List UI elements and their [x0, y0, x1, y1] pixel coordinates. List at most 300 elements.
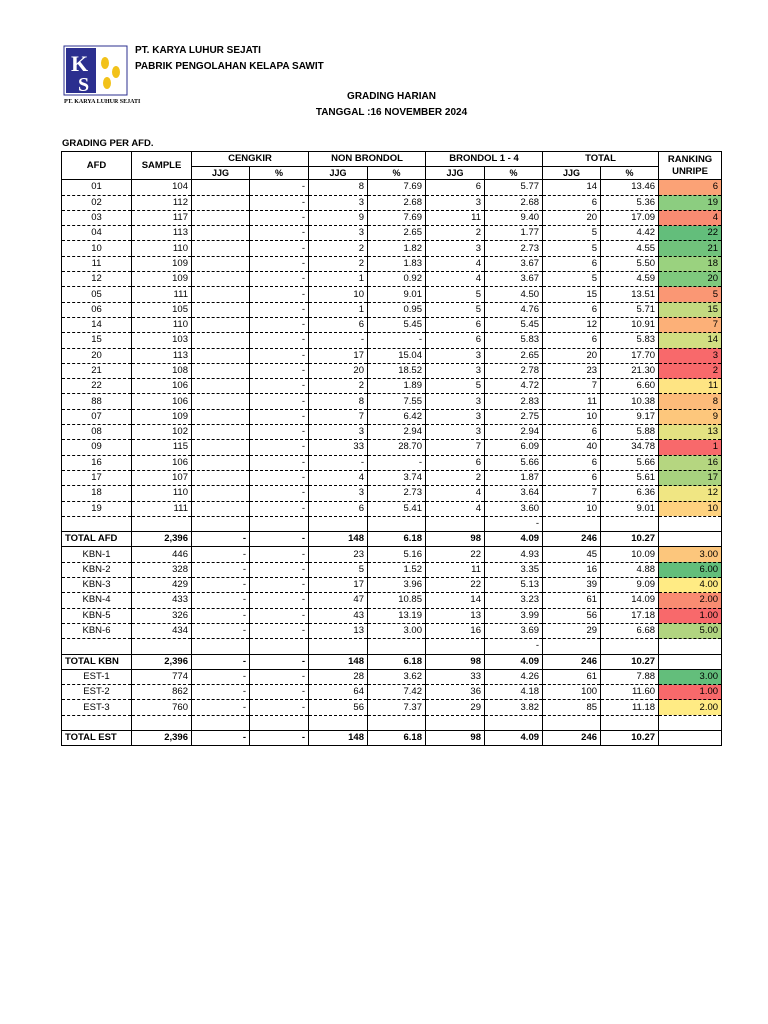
cell-brondol-jjg: 16 [426, 623, 485, 638]
cell-ranking: 4.00 [659, 578, 722, 593]
cell-total-jjg: 6 [543, 195, 601, 210]
cell-cengkir-jjg [192, 379, 250, 394]
cell-ranking: 5.00 [659, 623, 722, 638]
cell-ranking: 12 [659, 486, 722, 501]
cell-afd: KBN-5 [62, 608, 132, 623]
cell-ranking: 11 [659, 379, 722, 394]
cell-afd: 22 [62, 379, 132, 394]
cell-nonbrondol-pct [368, 516, 426, 531]
cell-nonbrondol-jjg: 1 [309, 272, 368, 287]
cell-nonbrondol-jjg: 17 [309, 348, 368, 363]
cell-total-jjg [543, 516, 601, 531]
cell-nonbrondol-jjg: 13 [309, 623, 368, 638]
cell-total-pct: 34.78 [601, 440, 659, 455]
spacer-row [62, 715, 722, 730]
cell-sample [132, 516, 192, 531]
cell-cengkir-pct: - [250, 623, 309, 638]
cell-brondol-pct: 9.40 [485, 210, 543, 225]
cell-total-jjg: 7 [543, 379, 601, 394]
cell-sample [132, 639, 192, 654]
cell-nonbrondol-jjg: 1 [309, 302, 368, 317]
cell-brondol-jjg [426, 715, 485, 730]
cell-total-pct: 10.09 [601, 547, 659, 562]
cell-ranking: 1 [659, 440, 722, 455]
cell-brondol-pct: 3.67 [485, 256, 543, 271]
cell-total-pct: 10.27 [601, 730, 659, 745]
cell-nonbrondol-jjg: 2 [309, 256, 368, 271]
cell-brondol-pct: 5.13 [485, 578, 543, 593]
cell-ranking: 8 [659, 394, 722, 409]
cell-brondol-jjg: 5 [426, 287, 485, 302]
cell-cengkir-jjg [192, 210, 250, 225]
cell-afd [62, 516, 132, 531]
kbn-row [62, 593, 722, 608]
cell-total-pct: 5.83 [601, 333, 659, 348]
cell-cengkir-jjg [192, 226, 250, 241]
cell-ranking: 6 [659, 180, 722, 195]
cell-afd: EST-1 [62, 669, 132, 684]
cell-brondol-pct: - [485, 516, 543, 531]
cell-nonbrondol-pct: 5.41 [368, 501, 426, 516]
cell-nonbrondol-jjg: 23 [309, 547, 368, 562]
cell-ranking: 13 [659, 425, 722, 440]
cell-nonbrondol-pct: 3.96 [368, 578, 426, 593]
cell-brondol-jjg: 11 [426, 562, 485, 577]
cell-total-jjg: 246 [543, 654, 601, 669]
cell-brondol-pct: 5.66 [485, 455, 543, 470]
cell-nonbrondol-pct: 1.83 [368, 256, 426, 271]
cell-cengkir-pct: - [250, 241, 309, 256]
cell-cengkir-pct: - [250, 425, 309, 440]
cell-cengkir-pct: - [250, 562, 309, 577]
cell-total-pct: 11.60 [601, 685, 659, 700]
cell-cengkir-jjg: - [192, 700, 250, 715]
cell-brondol-pct: 2.83 [485, 394, 543, 409]
cell-cengkir-jjg: - [192, 547, 250, 562]
afd-row [62, 195, 722, 210]
cell-brondol-pct: 5.83 [485, 333, 543, 348]
cell-nonbrondol-pct: 0.95 [368, 302, 426, 317]
cell-brondol-pct: 3.67 [485, 272, 543, 287]
afd-row [62, 348, 722, 363]
cell-sample: 113 [132, 348, 192, 363]
cell-cengkir-jjg [192, 241, 250, 256]
cell-nonbrondol-pct: 2.73 [368, 486, 426, 501]
cell-cengkir-pct [250, 639, 309, 654]
cell-nonbrondol-jjg: 28 [309, 669, 368, 684]
cell-nonbrondol-pct: 9.01 [368, 287, 426, 302]
cell-cengkir-pct: - [250, 333, 309, 348]
cell-brondol-pct: 3.99 [485, 608, 543, 623]
cell-nonbrondol-jjg: 7 [309, 409, 368, 424]
cell-cengkir-jjg: - [192, 730, 250, 745]
cell-afd: KBN-4 [62, 593, 132, 608]
cell-nonbrondol-pct: 1.52 [368, 562, 426, 577]
cell-sample: 774 [132, 669, 192, 684]
cell-sample: 429 [132, 578, 192, 593]
cell-brondol-pct: 4.09 [485, 730, 543, 745]
cell-afd: 10 [62, 241, 132, 256]
afd-row [62, 394, 722, 409]
cell-nonbrondol-jjg [309, 639, 368, 654]
cell-brondol-jjg: 29 [426, 700, 485, 715]
cell-cengkir-jjg [192, 486, 250, 501]
cell-afd: 02 [62, 195, 132, 210]
cell-cengkir-pct: - [250, 532, 309, 547]
cell-total-pct [601, 715, 659, 730]
cell-cengkir-jjg [192, 348, 250, 363]
cell-cengkir-pct: - [250, 256, 309, 271]
cell-cengkir-pct: - [250, 379, 309, 394]
cell-sample: 104 [132, 180, 192, 195]
cell-brondol-jjg: 13 [426, 608, 485, 623]
division-name: PABRIK PENGOLAHAN KELAPA SAWIT [135, 61, 324, 72]
cell-ranking [659, 532, 722, 547]
cell-brondol-jjg: 4 [426, 501, 485, 516]
cell-total-pct: 13.51 [601, 287, 659, 302]
cell-total-jjg: 246 [543, 532, 601, 547]
afd-row [62, 333, 722, 348]
cell-ranking: 1.00 [659, 685, 722, 700]
cell-brondol-pct: 3.23 [485, 593, 543, 608]
afd-row [62, 302, 722, 317]
cell-afd: TOTAL EST [62, 730, 132, 745]
cell-nonbrondol-pct: 6.18 [368, 730, 426, 745]
cell-total-pct: 17.09 [601, 210, 659, 225]
cell-nonbrondol-pct: 2.94 [368, 425, 426, 440]
cell-afd: 14 [62, 317, 132, 332]
cell-nonbrondol-pct: 6.42 [368, 409, 426, 424]
cell-afd: KBN-2 [62, 562, 132, 577]
col-non-brondol: NON BRONDOL [309, 152, 426, 167]
cell-afd: 11 [62, 256, 132, 271]
cell-ranking: 17 [659, 470, 722, 485]
cell-total-jjg: 23 [543, 363, 601, 378]
cell-sample: 433 [132, 593, 192, 608]
cell-nonbrondol-jjg: 2 [309, 241, 368, 256]
cell-total-pct: 4.88 [601, 562, 659, 577]
cell-sample: 109 [132, 256, 192, 271]
cell-brondol-pct: 3.69 [485, 623, 543, 638]
cell-cengkir-pct: - [250, 317, 309, 332]
cell-ranking: 3 [659, 348, 722, 363]
cell-sample: 434 [132, 623, 192, 638]
cell-cengkir-pct: - [250, 700, 309, 715]
cell-sample: 113 [132, 226, 192, 241]
afd-row [62, 379, 722, 394]
cell-cengkir-pct: - [250, 470, 309, 485]
cell-total-pct: 7.88 [601, 669, 659, 684]
cell-cengkir-jjg [192, 394, 250, 409]
cell-afd: 18 [62, 486, 132, 501]
kbn-row [62, 578, 722, 593]
cell-afd: EST-3 [62, 700, 132, 715]
cell-total-jjg: 61 [543, 593, 601, 608]
cell-cengkir-jjg [192, 333, 250, 348]
afd-row [62, 363, 722, 378]
cell-total-jjg: 5 [543, 272, 601, 287]
cell-nonbrondol-jjg: 20 [309, 363, 368, 378]
svg-text:PT. KARYA LUHUR SEJATI: PT. KARYA LUHUR SEJATI [64, 99, 141, 105]
col-sample: SAMPLE [132, 152, 192, 180]
cell-total-pct: 4.59 [601, 272, 659, 287]
cell-sample: 109 [132, 272, 192, 287]
cell-brondol-jjg: 7 [426, 440, 485, 455]
kbn-row [62, 562, 722, 577]
cell-brondol-pct: 3.60 [485, 501, 543, 516]
cell-sample: 102 [132, 425, 192, 440]
cell-total-pct: 10.91 [601, 317, 659, 332]
cell-total-jjg [543, 639, 601, 654]
cell-total-jjg: 16 [543, 562, 601, 577]
cell-total-pct: 10.38 [601, 394, 659, 409]
cell-sample: 105 [132, 302, 192, 317]
cell-nonbrondol-pct: 3.74 [368, 470, 426, 485]
cell-nonbrondol-jjg: 56 [309, 700, 368, 715]
cell-ranking: 4 [659, 210, 722, 225]
col-jjg: JJG [309, 167, 368, 180]
cell-total-jjg: 6 [543, 470, 601, 485]
cell-nonbrondol-pct: 7.42 [368, 685, 426, 700]
table-body [62, 180, 722, 746]
cell-afd: 06 [62, 302, 132, 317]
afd-row [62, 241, 722, 256]
cell-brondol-jjg: 98 [426, 730, 485, 745]
cell-cengkir-pct: - [250, 287, 309, 302]
cell-sample: 111 [132, 287, 192, 302]
cell-afd [62, 639, 132, 654]
cell-brondol-jjg: 3 [426, 394, 485, 409]
cell-total-jjg: 7 [543, 486, 601, 501]
cell-brondol-jjg: 6 [426, 455, 485, 470]
cell-nonbrondol-pct [368, 715, 426, 730]
kbn-row [62, 608, 722, 623]
cell-cengkir-pct: - [250, 440, 309, 455]
est-row [62, 669, 722, 684]
cell-brondol-jjg: 22 [426, 578, 485, 593]
cell-cengkir-pct: - [250, 210, 309, 225]
cell-ranking: 20 [659, 272, 722, 287]
cell-total-pct: 21.30 [601, 363, 659, 378]
cell-brondol-jjg: 4 [426, 272, 485, 287]
afd-row [62, 180, 722, 195]
cell-cengkir-pct [250, 715, 309, 730]
cell-afd: 08 [62, 425, 132, 440]
cell-brondol-jjg: 98 [426, 532, 485, 547]
cell-brondol-jjg: 14 [426, 593, 485, 608]
cell-nonbrondol-jjg: - [309, 333, 368, 348]
cell-cengkir-pct [250, 516, 309, 531]
cell-brondol-jjg: 3 [426, 195, 485, 210]
cell-cengkir-pct: - [250, 669, 309, 684]
cell-total-jjg: 14 [543, 180, 601, 195]
cell-ranking [659, 730, 722, 745]
cell-cengkir-pct: - [250, 455, 309, 470]
cell-cengkir-jjg [192, 715, 250, 730]
cell-nonbrondol-jjg: 3 [309, 226, 368, 241]
cell-total-jjg: 20 [543, 348, 601, 363]
cell-afd: 21 [62, 363, 132, 378]
cell-ranking: 3.00 [659, 669, 722, 684]
cell-nonbrondol-pct: 0.92 [368, 272, 426, 287]
cell-sample: 2,396 [132, 654, 192, 669]
col-pct: % [485, 167, 543, 180]
cell-brondol-pct: - [485, 639, 543, 654]
cell-nonbrondol-pct: 7.69 [368, 210, 426, 225]
afd-row [62, 470, 722, 485]
cell-nonbrondol-pct [368, 639, 426, 654]
col-pct: % [250, 167, 309, 180]
cell-nonbrondol-jjg: 5 [309, 562, 368, 577]
cell-total-pct: 5.61 [601, 470, 659, 485]
cell-brondol-pct: 2.68 [485, 195, 543, 210]
cell-brondol-pct: 6.09 [485, 440, 543, 455]
cell-ranking: 14 [659, 333, 722, 348]
cell-nonbrondol-pct: - [368, 333, 426, 348]
cell-cengkir-pct: - [250, 578, 309, 593]
col-pct: % [601, 167, 659, 180]
cell-total-pct: 9.01 [601, 501, 659, 516]
company-name: PT. KARYA LUHUR SEJATI [135, 45, 261, 56]
cell-total-pct: 5.66 [601, 455, 659, 470]
afd-row [62, 226, 722, 241]
cell-nonbrondol-pct: 3.00 [368, 623, 426, 638]
cell-sample: 107 [132, 470, 192, 485]
cell-afd: 07 [62, 409, 132, 424]
cell-brondol-jjg: 98 [426, 654, 485, 669]
report-date: TANGGAL :16 NOVEMBER 2024 [315, 107, 468, 118]
cell-sample: 760 [132, 700, 192, 715]
cell-nonbrondol-pct: 18.52 [368, 363, 426, 378]
cell-nonbrondol-jjg: 3 [309, 195, 368, 210]
total-kbn-row [62, 654, 722, 669]
cell-brondol-jjg: 3 [426, 241, 485, 256]
cell-cengkir-jjg: - [192, 532, 250, 547]
kbn-row [62, 623, 722, 638]
cell-total-jjg: 6 [543, 455, 601, 470]
cell-nonbrondol-pct: 2.68 [368, 195, 426, 210]
cell-cengkir-pct: - [250, 685, 309, 700]
cell-total-jjg: 45 [543, 547, 601, 562]
cell-sample: 106 [132, 394, 192, 409]
cell-nonbrondol-pct: 15.04 [368, 348, 426, 363]
cell-brondol-jjg: 2 [426, 470, 485, 485]
afd-row [62, 440, 722, 455]
est-row [62, 685, 722, 700]
col-ranking: RANKING UNRIPE [659, 152, 722, 180]
report-title: GRADING HARIAN [347, 91, 436, 102]
cell-total-pct: 9.09 [601, 578, 659, 593]
cell-brondol-pct: 2.94 [485, 425, 543, 440]
cell-total-pct: 6.60 [601, 379, 659, 394]
cell-sample: 111 [132, 501, 192, 516]
cell-sample: 2,396 [132, 532, 192, 547]
cell-sample: 862 [132, 685, 192, 700]
cell-ranking: 22 [659, 226, 722, 241]
cell-nonbrondol-pct: - [368, 455, 426, 470]
grading-table [61, 151, 722, 746]
cell-ranking: 21 [659, 241, 722, 256]
cell-brondol-jjg: 36 [426, 685, 485, 700]
cell-cengkir-pct: - [250, 302, 309, 317]
cell-total-pct: 6.36 [601, 486, 659, 501]
cell-nonbrondol-jjg: 17 [309, 578, 368, 593]
cell-total-jjg: 246 [543, 730, 601, 745]
cell-brondol-pct: 4.18 [485, 685, 543, 700]
cell-cengkir-pct: - [250, 593, 309, 608]
cell-sample: 117 [132, 210, 192, 225]
cell-total-pct: 5.71 [601, 302, 659, 317]
cell-ranking: 7 [659, 317, 722, 332]
cell-total-pct: 17.18 [601, 608, 659, 623]
cell-sample: 326 [132, 608, 192, 623]
cell-total-jjg: 10 [543, 409, 601, 424]
cell-cengkir-jjg [192, 425, 250, 440]
cell-total-pct: 11.18 [601, 700, 659, 715]
cell-afd: KBN-6 [62, 623, 132, 638]
cell-cengkir-jjg [192, 256, 250, 271]
cell-afd: 20 [62, 348, 132, 363]
cell-total-jjg: 40 [543, 440, 601, 455]
cell-cengkir-pct: - [250, 195, 309, 210]
cell-ranking [659, 516, 722, 531]
cell-sample: 110 [132, 317, 192, 332]
est-row [62, 700, 722, 715]
col-cengkir: CENGKIR [192, 152, 309, 167]
cell-ranking: 6.00 [659, 562, 722, 577]
col-brondol: BRONDOL 1 - 4 [426, 152, 543, 167]
cell-cengkir-pct: - [250, 226, 309, 241]
cell-brondol-pct: 2.65 [485, 348, 543, 363]
cell-ranking: 18 [659, 256, 722, 271]
cell-nonbrondol-jjg: 10 [309, 287, 368, 302]
cell-sample: 446 [132, 547, 192, 562]
cell-sample: 2,396 [132, 730, 192, 745]
cell-total-jjg: 5 [543, 241, 601, 256]
cell-cengkir-jjg: - [192, 562, 250, 577]
cell-total-jjg: 29 [543, 623, 601, 638]
afd-row [62, 425, 722, 440]
cell-nonbrondol-jjg: 43 [309, 608, 368, 623]
cell-brondol-pct: 4.76 [485, 302, 543, 317]
cell-nonbrondol-jjg: 33 [309, 440, 368, 455]
cell-nonbrondol-pct: 7.69 [368, 180, 426, 195]
cell-total-jjg: 12 [543, 317, 601, 332]
cell-cengkir-jjg [192, 455, 250, 470]
cell-ranking: 2.00 [659, 593, 722, 608]
cell-nonbrondol-pct: 10.85 [368, 593, 426, 608]
svg-text:S: S [78, 74, 90, 96]
cell-afd: 88 [62, 394, 132, 409]
cell-total-jjg: 6 [543, 425, 601, 440]
cell-cengkir-pct: - [250, 654, 309, 669]
cell-total-pct: 5.36 [601, 195, 659, 210]
cell-sample: 110 [132, 241, 192, 256]
cell-brondol-jjg: 6 [426, 317, 485, 332]
cell-cengkir-jjg [192, 639, 250, 654]
afd-row [62, 455, 722, 470]
cell-brondol-jjg: 4 [426, 486, 485, 501]
cell-cengkir-pct: - [250, 409, 309, 424]
cell-nonbrondol-jjg [309, 516, 368, 531]
cell-total-jjg: 11 [543, 394, 601, 409]
cell-nonbrondol-pct: 7.37 [368, 700, 426, 715]
cell-nonbrondol-pct: 5.45 [368, 317, 426, 332]
cell-cengkir-pct: - [250, 608, 309, 623]
cell-brondol-jjg: 6 [426, 180, 485, 195]
cell-sample: 106 [132, 379, 192, 394]
cell-ranking: 2 [659, 363, 722, 378]
